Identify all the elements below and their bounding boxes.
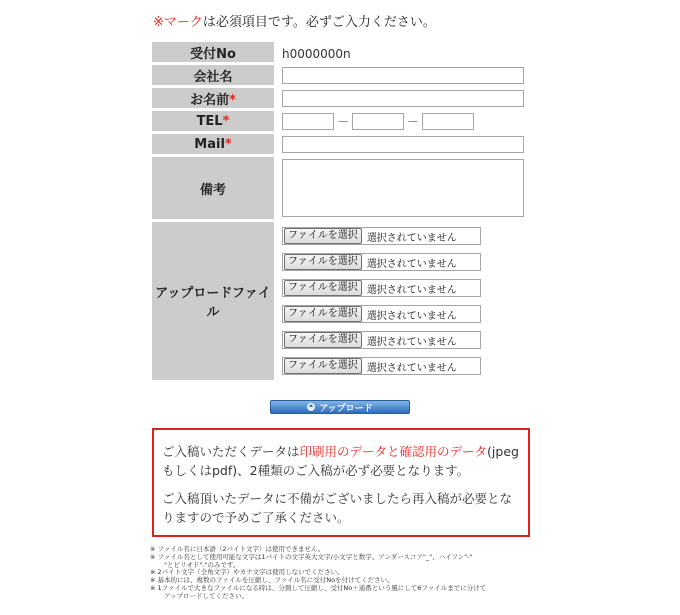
- name-required-mark: *: [229, 92, 236, 108]
- notice-paragraph-2: ご入稿頂いたデータに不備がございましたら再入稿が必要となりますので予めご了承ください。: [162, 491, 513, 525]
- tel-input-1[interactable]: [282, 113, 334, 130]
- choose-file-button[interactable]: ファイルを選択: [284, 358, 362, 374]
- name-input[interactable]: [282, 90, 524, 107]
- file-status: 選択されていません: [366, 258, 457, 270]
- memo-textarea[interactable]: [282, 159, 524, 217]
- file-input-1[interactable]: [282, 227, 481, 245]
- tel-label-cell: [152, 111, 276, 131]
- upload-form: [152, 39, 534, 383]
- footnote: ※ 基本的には、複数のファイルを圧縮し、ファイル名に受付Noを付けてください。: [150, 576, 394, 585]
- memo-label: 備考: [152, 157, 276, 219]
- tel-required-mark: *: [222, 113, 230, 129]
- notice-box: [152, 428, 530, 537]
- choose-file-button[interactable]: ファイルを選択: [284, 280, 362, 296]
- choose-file-button[interactable]: ファイルを選択: [284, 254, 362, 270]
- mail-input[interactable]: [282, 136, 524, 153]
- file-status: 選択されていません: [366, 362, 457, 374]
- file-status: 選択されていません: [366, 336, 457, 348]
- name-label: お名前: [190, 92, 230, 108]
- footnote: ※ 1ファイルで大きなファイルになる時は、分割して圧縮し、受付No＋通番という風にして6ファイルまでに分けて: [150, 583, 487, 592]
- footnote: アップロードしてください。: [164, 591, 249, 600]
- tel-label: TEL: [196, 113, 223, 129]
- company-input[interactable]: [282, 67, 524, 84]
- receipt-value: h0000000n: [282, 46, 351, 61]
- mail-label-cell: [152, 134, 276, 154]
- row-receipt: [152, 42, 534, 62]
- upload-button-label: アップロード: [319, 403, 373, 414]
- row-company: [152, 65, 534, 85]
- row-memo: [152, 157, 534, 219]
- row-upload: [152, 222, 534, 380]
- upload-icon: [307, 403, 315, 411]
- company-label: 会社名: [152, 65, 276, 85]
- mail-required-mark: *: [224, 136, 232, 152]
- tel-input-3[interactable]: [422, 113, 474, 130]
- required-note-text: は必須項目です。必ずご入力ください。: [202, 15, 436, 30]
- footnotes: [150, 546, 540, 601]
- row-mail: [152, 134, 534, 154]
- file-status: 選択されていません: [366, 310, 457, 322]
- name-label-cell: [152, 88, 276, 108]
- file-list: [282, 225, 534, 377]
- upload-label: アップロードファイル: [152, 222, 276, 380]
- file-input-6[interactable]: [282, 357, 481, 375]
- tel-dash-2: －: [406, 114, 419, 129]
- footnote: ※ 2バイト文字（全角文字）やカナ文字は使用しないでください。: [150, 568, 344, 577]
- footnote: "とピリオド"."のみです。: [164, 560, 240, 569]
- choose-file-button[interactable]: ファイルを選択: [284, 228, 362, 244]
- mail-label: Mail: [194, 136, 225, 152]
- file-input-3[interactable]: [282, 279, 481, 297]
- footnote: ※ ファイル名として使用可能な文字は1バイトの文字英大文字/小文字と数字、アンダースコア"_"、ハイフン"-": [150, 552, 473, 561]
- row-tel: [152, 111, 534, 131]
- tel-field-group: [282, 113, 534, 130]
- notice-text: (jpegもしくはpdf)、2種類のご入稿が必ず必要となります。: [162, 444, 519, 478]
- choose-file-button[interactable]: ファイルを選択: [284, 306, 362, 322]
- tel-input-2[interactable]: [352, 113, 404, 130]
- file-status: 選択されていません: [366, 284, 457, 296]
- choose-file-button[interactable]: ファイルを選択: [284, 332, 362, 348]
- upload-button[interactable]: [270, 400, 410, 414]
- required-mark-text: ※マーク: [153, 15, 203, 30]
- notice-paragraph-1: [162, 442, 520, 480]
- file-input-4[interactable]: [282, 305, 481, 323]
- file-input-2[interactable]: [282, 253, 481, 271]
- row-name: [152, 88, 534, 108]
- file-input-5[interactable]: [282, 331, 481, 349]
- file-status: 選択されていません: [366, 232, 457, 244]
- required-note: [153, 11, 436, 30]
- footnote: ※ ファイル名に日本語（2バイト文字）は使用できません。: [150, 545, 325, 553]
- notice-text: ご入稿いただくデータは: [162, 444, 300, 459]
- tel-dash-1: －: [336, 114, 349, 129]
- receipt-label: 受付No: [152, 42, 276, 62]
- notice-highlight: 印刷用のデータと確認用のデータ: [299, 444, 488, 459]
